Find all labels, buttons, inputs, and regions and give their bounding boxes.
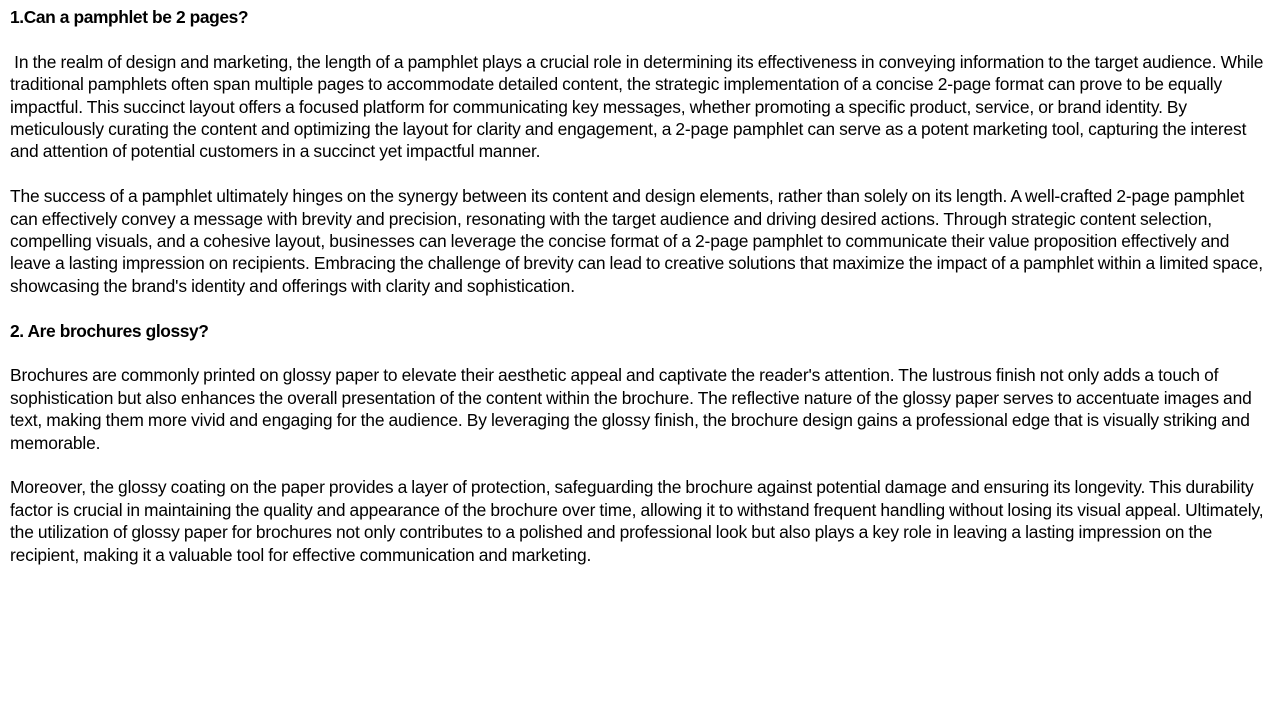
paragraph: In the realm of design and marketing, the length of a pamphlet plays a crucial role in determining its effectiveness in conveying information to the target audience. While traditional pamphlets often span multiple pages to accommodate detailed content, the strategic implementation of a concise 2-page format can prove to be equally impactful. This succinct layout offers a focused platform for communicating key messages, whether promoting a specific product, service, or brand identity. By meticulously curating the content and optimizing the layout for clarity and engagement, a 2-page pamphlet can serve as a potent marketing tool, capturing the interest and attention of potential customers in a succinct yet impactful manner. — [10, 51, 1264, 162]
paragraph: Moreover, the glossy coating on the paper provides a layer of protection, safeguarding the brochure against potential damage and ensuring its longevity. This durability factor is crucial in maintaining the quality and appearance of the brochure over time, allowing it to withstand frequent handling without losing its visual appeal. Ultimately, the utilization of glossy paper for brochures not only contributes to a polished and professional look but also plays a key role in leaving a lasting impression on the recipient, making it a valuable tool for effective communication and marketing. — [10, 477, 1264, 565]
section-heading: 1.Can a pamphlet be 2 pages? — [10, 7, 249, 27]
document-body — [10, 6, 1274, 588]
section-heading: 2. Are brochures glossy? — [10, 320, 209, 341]
section-brochures — [10, 320, 1274, 566]
paragraph: Brochures are commonly printed on glossy paper to elevate their aesthetic appeal and captivate the reader's attention. The lustrous finish not only adds a touch of sophistication but also enhances the overall presentation of the content within the brochure. The reflective nature of the glossy paper serves to accentuate images and text, making them more vivid and engaging for the audience. By leveraging the glossy finish, the brochure design gains a professional edge that is visually striking and memorable. — [10, 365, 1252, 453]
paragraph: The success of a pamphlet ultimately hinges on the synergy between its content and design elements, rather than solely on its length. A well-crafted 2-page pamphlet can effectively convey a message with brevity and precision, resonating with the target audience and driving desired actions. Through strategic content selection, compelling visuals, and a cohesive layout, businesses can leverage the concise format of a 2-page pamphlet to communicate their value proposition effectively and leave a lasting impression on recipients. Embracing the challenge of brevity can lead to creative solutions that maximize the impact of a pamphlet within a limited space, showcasing the brand's identity and offerings with clarity and sophistication. — [10, 186, 1263, 296]
section-pamphlet — [10, 6, 1274, 297]
